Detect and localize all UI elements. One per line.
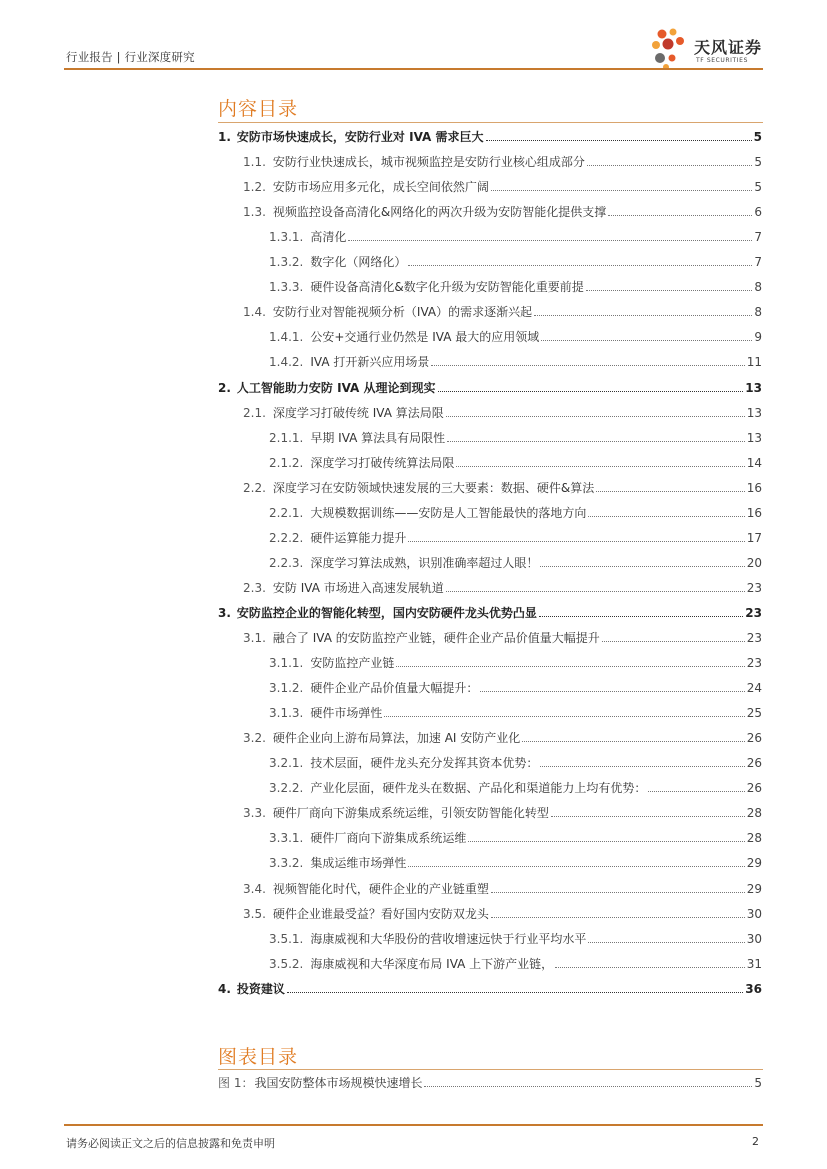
dot-leader [588,932,744,943]
toc-entry-title: 硬件厂商向下游集成系统运维，引领安防智能化转型 [272,806,549,820]
logo-dot-5 [676,37,684,45]
toc-entry-page: 23 [746,631,762,645]
toc-entry-number: 3.2.1. [269,756,304,770]
page-number: 2 [752,1135,759,1148]
toc-entry-title: 海康威视和大华股份的营收增速远快于行业平均水平 [310,932,587,946]
toc-entry-page: 26 [746,781,762,795]
toc-entry-title: 安防监控产业链 [310,656,395,670]
logo-name: 天风证券 [694,38,763,57]
toc-entry-number: 2.1. [243,406,266,420]
toc-entry-page: 28 [746,806,762,820]
dot-leader [287,982,743,993]
toc-entry-number: 3.5. [243,907,266,921]
logo-dot-1 [658,30,667,39]
toc-entry[interactable] [269,780,762,796]
toc-entry[interactable] [269,555,762,571]
toc-entry-number: 3.2.2. [269,781,304,795]
toc-entry-page: 13 [745,381,762,395]
toc-entry-page: 23 [745,606,762,620]
toc-entry-number: 2.2.1. [269,506,304,520]
toc-entry-number: 3.5.1. [269,932,304,946]
toc-entry[interactable] [269,705,762,721]
toc-entry-title: 深度学习打破传统 IVA 算法局限 [272,406,444,420]
toc-entry-number: 2.2.2. [269,531,304,545]
toc-entry-number: 2.1.1. [269,431,304,445]
toc-entry-number: 3.4. [243,882,266,896]
toc-entry-number: 图 1： [218,1076,254,1090]
disclaimer-text: 请务必阅读正文之后的信息披露和免责申明 [66,1137,275,1150]
logo-subtitle: TF SECURITIES [696,57,748,64]
toc-entry-page: 36 [745,982,762,996]
toc-entry[interactable] [269,830,762,846]
logo-dot-4 [663,39,674,50]
toc-entry-title: 融合了 IVA 的安防监控产业链，硬件企业产品价值量大幅提升 [272,631,600,645]
toc-entry-number: 2.2.3. [269,556,304,570]
toc-entry[interactable] [269,855,762,871]
dot-leader [348,230,752,241]
toc-entry[interactable] [269,229,762,245]
toc-entry-title: 深度学习在安防领域快速发展的三大要素：数据、硬件&算法 [272,481,595,495]
logo-dot-2 [670,29,677,36]
toc-entry-number: 3.1.1. [269,656,304,670]
toc-entry[interactable] [269,430,762,446]
dot-leader [468,831,744,842]
dot-leader [491,180,752,191]
toc-entry-number: 1.3. [243,205,266,219]
toc-entry-title: 投资建议 [236,982,285,996]
toc-entry[interactable] [218,981,762,997]
toc-entry-number: 3.3.1. [269,831,304,845]
dot-leader [534,305,752,316]
toc-entry[interactable] [218,1075,762,1091]
toc-entry-title: 海康威视和大华深度布局 IVA 上下游产业链， [310,957,554,971]
toc-entry-title: 人工智能助力安防 IVA 从理论到现实 [236,381,436,395]
toc-entry[interactable] [269,680,762,696]
toc-entry-title: 安防市场应用多元化，成长空间依然广阔 [272,180,489,194]
toc-entry-title: 视频监控设备高清化&网络化的两次升级为安防智能化提供支撑 [272,205,607,219]
toc-entry[interactable] [243,805,762,821]
toc-entry-number: 1. [218,130,231,144]
toc-entry-number: 1.3.2. [269,255,304,269]
toc-entry-page: 30 [746,932,762,946]
toc-entry-page: 16 [746,506,762,520]
toc-entry-number: 1.4.2. [269,355,304,369]
toc-entry-page: 30 [746,907,762,921]
toc-entry[interactable] [269,505,762,521]
toc-entry-title: 高清化 [310,230,347,244]
toc-entry-number: 3.2. [243,731,266,745]
toc-entry-page: 6 [754,205,762,219]
toc-entry[interactable] [269,956,762,972]
toc-entry-page: 5 [753,130,762,144]
toc-entry-page: 13 [746,431,762,445]
toc-entry-number: 2.1.2. [269,456,304,470]
report-category: 行业报告 | 行业深度研究 [66,50,195,64]
toc-entry-number: 2.3. [243,581,266,595]
toc-entry-page: 5 [754,155,762,169]
toc-entry[interactable] [243,480,762,496]
dot-leader [446,406,745,417]
dot-leader [408,255,752,266]
toc-entry-page: 26 [746,731,762,745]
toc-entry-title: 早期 IVA 算法具有局限性 [310,431,446,445]
toc-entry-title: 硬件企业产品价值量大幅提升： [310,681,479,695]
toc-entry-page: 24 [746,681,762,695]
dot-leader [586,280,753,291]
toc-entry-page: 25 [746,706,762,720]
toc-entry-page: 31 [746,957,762,971]
logo-dot-6 [655,53,665,63]
toc-entry-title: 硬件设备高清化&数字化升级为安防智能化重要前提 [310,280,584,294]
toc-entry-page: 14 [746,456,762,470]
dot-leader [438,381,744,392]
logo-dot-3 [652,41,660,49]
toc-entry-title: IVA 打开新兴应用场景 [310,355,430,369]
dot-leader [555,957,745,968]
toc-entry-number: 1.3.1. [269,230,304,244]
toc-entry[interactable] [218,129,762,145]
company-logo [650,26,768,72]
toc-entry-title: 深度学习打破传统算法局限 [310,456,455,470]
toc-entry-number: 3.5.2. [269,957,304,971]
dot-leader [491,907,745,918]
toc-entry-title: 安防监控企业的智能化转型，国内安防硬件龙头优势凸显 [236,606,537,620]
toc-entry-title: 集成运维市场弹性 [310,856,407,870]
toc-entry-title: 硬件市场弹性 [310,706,383,720]
toc-entry-number: 1.4.1. [269,330,304,344]
logo-dot-7 [669,55,676,62]
toc-entry-page: 7 [754,230,762,244]
toc-heading-rule [218,122,763,123]
toc-entry-title: 安防 IVA 市场进入高速发展轨道 [272,581,444,595]
dot-leader [486,130,752,141]
toc-entry[interactable] [243,906,762,922]
toc-entry-page: 8 [754,280,762,294]
toc-entry-number: 3. [218,606,231,620]
toc-entry-number: 3.1.3. [269,706,304,720]
toc-entry-title: 硬件企业谁最受益？看好国内安防双龙头 [272,907,489,921]
footer-divider [64,1124,763,1126]
toc-entry-title: 产业化层面，硬件龙头在数据、产品化和渠道能力上均有优势： [310,781,647,795]
toc-entry-page: 23 [746,581,762,595]
toc-entry-number: 3.3. [243,806,266,820]
toc-entry[interactable] [269,655,762,671]
dot-leader [648,781,744,792]
toc-entry-page: 16 [746,481,762,495]
toc-entry-title: 深度学习算法成熟，识别准确率超过人眼！ [310,556,539,570]
dot-leader [408,531,744,542]
dot-leader [408,856,744,867]
toc-entry[interactable] [243,730,762,746]
toc-entry[interactable] [243,580,762,596]
figures-heading: 图表目录 [218,1046,299,1068]
toc-entry-number: 1.2. [243,180,266,194]
toc-entry-page: 20 [746,556,762,570]
toc-entry[interactable] [218,605,762,621]
dot-leader [431,355,744,366]
dot-leader [424,1076,752,1087]
dot-leader [456,456,744,467]
toc-entry-title: 硬件企业向上游布局算法，加速 AI 安防产业化 [272,731,521,745]
dot-leader [588,506,744,517]
toc-entry-title: 安防行业对智能视频分析（IVA）的需求逐渐兴起 [272,305,533,319]
toc-entry-page: 29 [746,882,762,896]
toc-entry[interactable] [269,455,762,471]
toc-entry-title: 数字化（网络化） [310,255,407,269]
toc-entry[interactable] [269,530,762,546]
toc-entry-title: 技术层面，硬件龙头充分发挥其资本优势： [310,756,539,770]
toc-entry-number: 2. [218,381,231,395]
dot-leader [480,681,744,692]
dot-leader [602,631,745,642]
toc-entry-title: 大规模数据训练——安防是人工智能最快的落地方向 [310,506,587,520]
dot-leader [522,731,744,742]
toc-entry-page: 23 [746,656,762,670]
toc-entry-page: 7 [754,255,762,269]
toc-entry[interactable] [269,329,762,345]
toc-entry-title: 我国安防整体市场规模快速增长 [254,1076,423,1090]
dot-leader [384,706,744,717]
toc-entry-number: 3.1.2. [269,681,304,695]
toc-entry-number: 1.1. [243,155,266,169]
toc-entry[interactable] [243,304,762,320]
dot-leader [447,431,745,442]
dot-leader [596,481,744,492]
toc-entry[interactable] [269,279,762,295]
toc-entry[interactable] [269,354,762,370]
toc-entry[interactable] [243,179,762,195]
dot-leader [540,756,744,767]
toc-entry-title: 视频智能化时代，硬件企业的产业链重塑 [272,882,489,896]
toc-entry[interactable] [269,931,762,947]
dot-leader [396,656,744,667]
toc-entry-title: 安防市场快速成长，安防行业对 IVA 需求巨大 [236,130,484,144]
toc-entry-page: 5 [754,1076,762,1090]
toc-entry-title: 公安+交通行业仍然是 IVA 最大的应用领域 [310,330,540,344]
dot-leader [587,155,752,166]
dot-leader [541,330,752,341]
toc-entry-title: 硬件厂商向下游集成系统运维 [310,831,467,845]
toc-entry[interactable] [243,881,762,897]
toc-entry[interactable] [243,204,762,220]
dot-leader [551,806,745,817]
dot-leader [540,556,744,567]
dot-leader [539,606,743,617]
toc-entry-page: 9 [754,330,762,344]
toc-entry-number: 4. [218,982,231,996]
toc-entry-number: 3.1. [243,631,266,645]
toc-entry[interactable] [269,755,762,771]
header-divider [64,68,763,70]
logo-mark-icon [650,26,692,72]
toc-entry-number: 1.3.3. [269,280,304,294]
toc-entry-title: 硬件运算能力提升 [310,531,407,545]
toc-entry-page: 11 [746,355,762,369]
toc-entry-number: 1.4. [243,305,266,319]
toc-entry[interactable] [243,154,762,170]
toc-entry-page: 17 [746,531,762,545]
figures-heading-rule [218,1069,763,1070]
dot-leader [608,205,752,216]
toc-entry[interactable] [243,405,762,421]
toc-entry-number: 3.3.2. [269,856,304,870]
toc-entry-page: 13 [746,406,762,420]
toc-entry-page: 26 [746,756,762,770]
toc-entry-page: 28 [746,831,762,845]
toc-entry[interactable] [218,380,762,396]
toc-entry-page: 8 [754,305,762,319]
toc-entry[interactable] [269,254,762,270]
toc-entry[interactable] [243,630,762,646]
toc-entry-page: 29 [746,856,762,870]
toc-entry-number: 2.2. [243,481,266,495]
toc-entry-title: 安防行业快速成长，城市视频监控是安防行业核心组成部分 [272,155,585,169]
dot-leader [491,882,745,893]
toc-entry-page: 5 [754,180,762,194]
dot-leader [446,581,745,592]
toc-heading: 内容目录 [218,98,299,120]
